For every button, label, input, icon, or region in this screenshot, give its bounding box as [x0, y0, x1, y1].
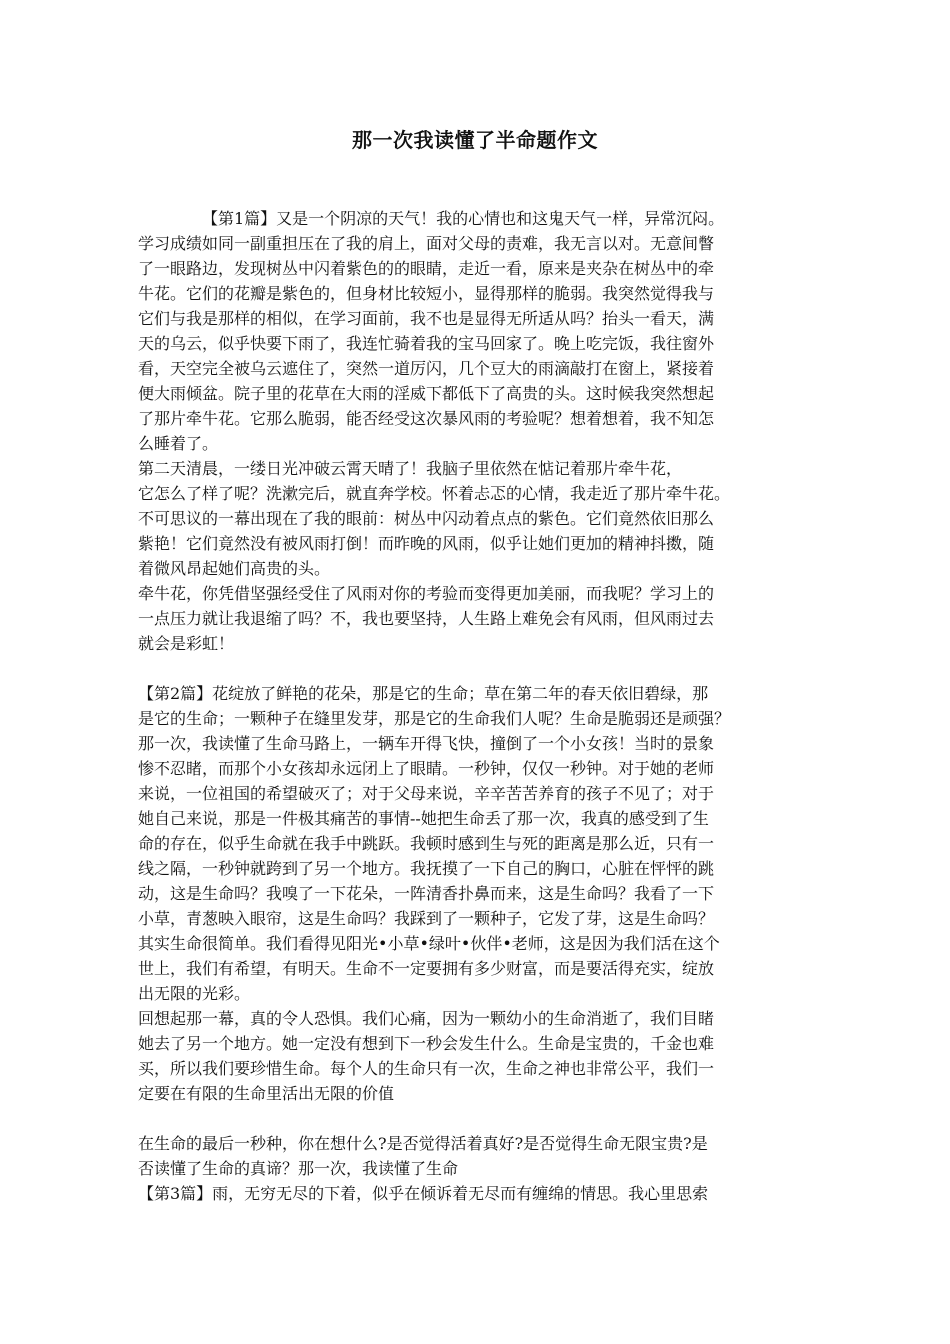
text-line: 牛花。它们的花瓣是紫色的，但身材比较短小，显得那样的脆弱。我突然觉得我与 — [138, 284, 715, 303]
document-title: 那一次我读懂了半命题作文 — [352, 128, 598, 152]
text-line: 来说，一位祖国的希望破灭了；对于父母来说，辛辛苦苦养育的孩子不见了；对于 — [138, 784, 715, 803]
text-line: 其实生命很简单。我们看得见阳光•小草•绿叶•伙伴•老师，这是因为我们活在这个 — [138, 934, 720, 953]
text-line: 那一次，我读懂了生命马路上，一辆车开得飞快，撞倒了一个小女孩！当时的景象 — [138, 734, 715, 753]
text-line: 惨不忍睹，而那个小女孩却永远闭上了眼睛。一秒钟，仅仅一秒钟。对于她的老师 — [138, 759, 715, 778]
text-line: 紫艳！它们竟然没有被风雨打倒！而昨晚的风雨，似乎让她们更加的精神抖擞，随 — [138, 534, 715, 553]
text-line: 牵牛花，你凭借坚强经受住了风雨对你的考验而变得更加美丽，而我呢？学习上的 — [138, 584, 715, 603]
text-line: 回想起那一幕，真的令人恐惧。我们心痛，因为一颗幼小的生命消逝了，我们目睹 — [138, 1009, 715, 1028]
text-line: 一点压力就让我退缩了吗？不，我也要坚持，人生路上难免会有风雨，但风雨过去 — [138, 609, 715, 628]
text-line: 世上，我们有希望，有明天。生命不一定要拥有多少财富，而是要活得充实，绽放 — [138, 959, 715, 978]
text-line: 天的乌云，似乎快要下雨了，我连忙骑着我的宝马回家了。晚上吃完饭，我往窗外 — [138, 334, 715, 353]
text-line: 了一眼路边，发现树丛中闪着紫色的的眼睛，走近一看，原来是夹杂在树丛中的牵 — [138, 259, 715, 278]
text-line: 出无限的光彩。 — [138, 984, 251, 1003]
text-line: 它们与我是那样的相似，在学习面前，我不也是显得无所适从吗？抬头一看天，满 — [138, 309, 715, 328]
blank-line — [138, 656, 838, 681]
text-line: 命的存在，似乎生命就在我手中跳跃。我顿时感到生与死的距离是那么近，只有一 — [138, 834, 715, 853]
text-line: 第二天清晨，一缕日光冲破云霄天晴了！我脑子里依然在惦记着那片牵牛花， — [138, 459, 683, 478]
blank-line — [138, 1106, 838, 1131]
text-line: 【第3篇】雨，无穷无尽的下着，似乎在倾诉着无尽而有缠绵的情思。我心里思索 — [138, 1184, 709, 1203]
text-line: 在生命的最后一秒种，你在想什么?是否觉得活着真好?是否觉得生命无限宝贵?是 — [138, 1134, 708, 1153]
text-line: 买，所以我们要珍惜生命。每个人的生命只有一次，生命之神也非常公平，我们一 — [138, 1059, 715, 1078]
text-line: 【第2篇】花绽放了鲜艳的花朵，那是它的生命；草在第二年的春天依旧碧绿，那 — [138, 684, 709, 703]
text-line: 便大雨倾盆。院子里的花草在大雨的淫威下都低下了高贵的头。这时候我突然想起 — [138, 384, 715, 403]
text-line: 她去了另一个地方。她一定没有想到下一秒会发生什么。生命是宝贵的，千金也难 — [138, 1034, 715, 1053]
text-line: 了那片牵牛花。它那么脆弱，能否经受这次暴风雨的考验呢？想着想着，我不知怎 — [138, 409, 715, 428]
text-line: 就会是彩虹！ — [138, 634, 235, 653]
document-body — [138, 206, 838, 1206]
text-line: 它怎么了样了呢？洗漱完后，就直奔学校。怀着忐忑的心情，我走近了那片牵牛花。 — [138, 484, 731, 503]
text-line: 动，这是生命吗？我嗅了一下花朵，一阵清香扑鼻而来，这是生命吗？我看了一下 — [138, 884, 715, 903]
text-line: 【第1篇】又是一个阴凉的天气！我的心情也和这鬼天气一样，异常沉闷。 — [202, 209, 725, 228]
text-line: 线之隔，一秒钟就跨到了另一个地方。我抚摸了一下自己的胸口，心脏在怦怦的跳 — [138, 859, 715, 878]
text-line: 定要在有限的生命里活出无限的价值 — [138, 1084, 395, 1103]
text-line: 么睡着了。 — [138, 434, 219, 453]
text-line: 小草，青葱映入眼帘，这是生命吗？我踩到了一颗种子，它发了芽，这是生命吗？ — [138, 909, 715, 928]
text-line: 她自己来说，那是一件极其痛苦的事情--她把生命丢了那一次，我真的感受到了生 — [138, 809, 709, 828]
text-line: 是它的生命；一颗种子在缝里发芽，那是它的生命我们人呢？生命是脆弱还是顽强？ — [138, 709, 731, 728]
text-line: 着微风昂起她们高贵的头。 — [138, 559, 331, 578]
text-line: 学习成绩如同一副重担压在了我的肩上，面对父母的责难，我无言以对。无意间瞥 — [138, 234, 715, 253]
text-line: 看，天空完全被乌云遮住了，突然一道厉闪，几个豆大的雨滴敲打在窗上，紧接着 — [138, 359, 715, 378]
text-line: 否读懂了生命的真谛？那一次，我读懂了生命 — [138, 1159, 459, 1178]
text-line: 不可思议的一幕出现在了我的眼前：树丛中闪动着点点的紫色。它们竟然依旧那么 — [138, 509, 715, 528]
